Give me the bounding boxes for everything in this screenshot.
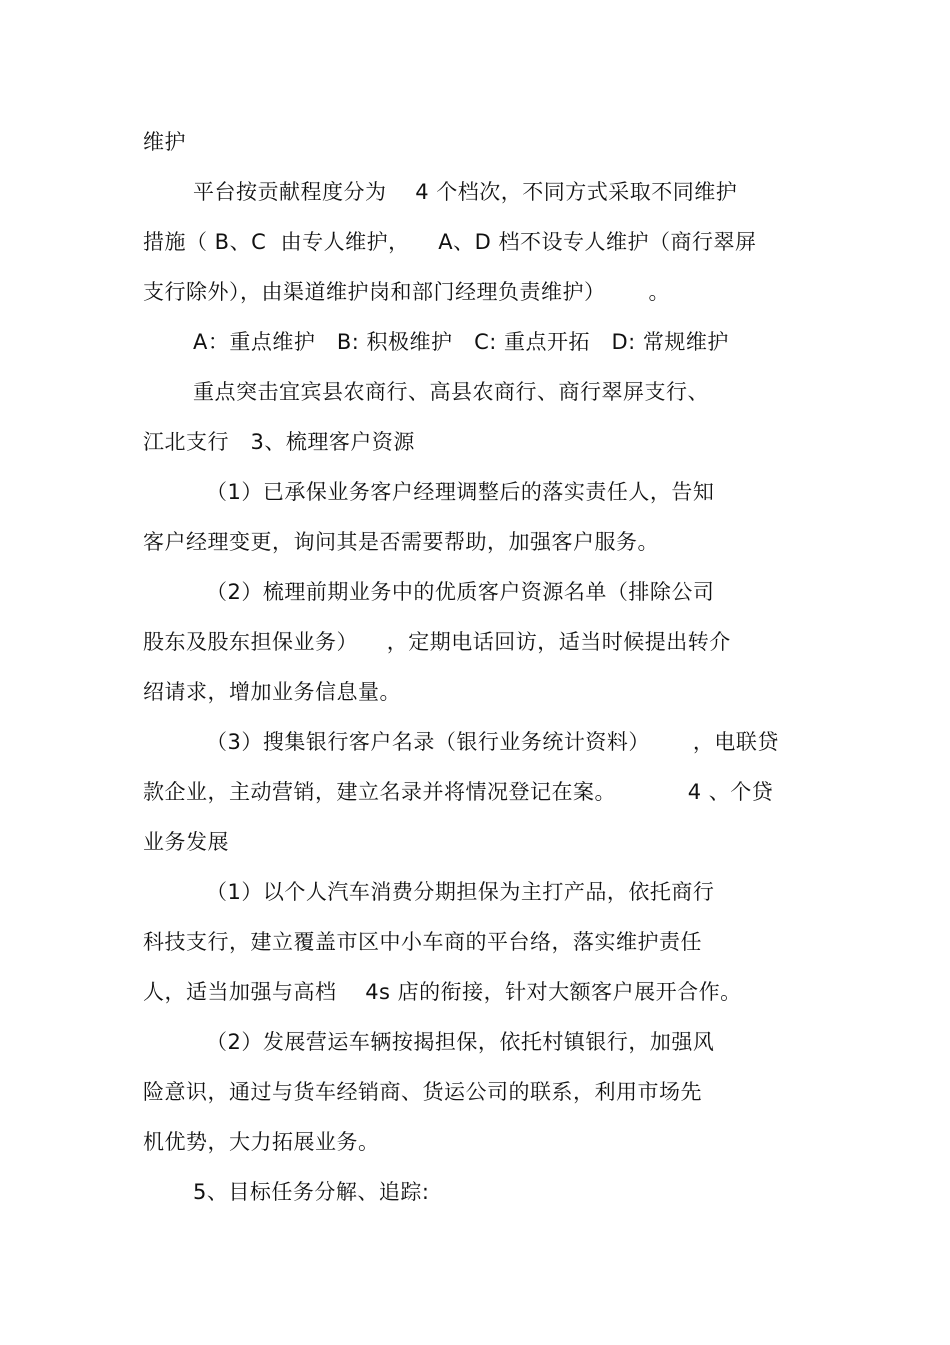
text-line: 险意识，通过与货车经销商、货运公司的联系，利用市场先 [143,1080,702,1104]
text-line: 股东及股东担保业务） ，定期电话回访，适当时候提出转介 [143,630,731,654]
text-line: （1）以个人汽车消费分期担保为主打产品，依托商行 [206,880,715,904]
text-line: A：重点维护 B: 积极维护 C: 重点开拓 D: 常规维护 [193,330,729,354]
text-line: （2）发展营运车辆按揭担保，依托村镇银行，加强风 [206,1030,715,1054]
text-line: 平台按贡献程度分为 4 个档次，不同方式采取不同维护 [193,180,738,204]
text-line: 支行除外），由渠道维护岗和部门经理负责维护） 。 [143,280,671,304]
text-line: 江北支行 3、梳理客户资源 [143,430,415,454]
text-line: 机优势，大力拓展业务。 [143,1130,380,1154]
text-line: （3）搜集银行客户名录（银行业务统计资料） ，电联贷 [206,730,779,754]
text-line: 科技支行，建立覆盖市区中小车商的平台络，落实维护责任 [143,930,702,954]
text-line: 业务发展 [143,830,229,854]
text-line: 重点突击宜宾县农商行、高县农商行、商行翠屏支行、 [193,380,709,404]
text-line: 款企业，主动营销，建立名录并将情况登记在案。 4 、个贷 [143,780,774,804]
text-line: 5、目标任务分解、追踪: [193,1180,430,1204]
text-line: 绍请求，增加业务信息量。 [143,680,401,704]
text-line: 人，适当加强与高档 4s 店的衔接，针对大额客户展开合作。 [143,980,742,1004]
text-line: 维护 [143,130,186,154]
text-line: （1）已承保业务客户经理调整后的落实责任人，告知 [206,480,715,504]
text-line: （2）梳理前期业务中的优质客户资源名单（排除公司 [206,580,715,604]
text-line: 客户经理变更，询问其是否需要帮助，加强客户服务。 [143,530,659,554]
text-line: 措施（ B、C 由专人维护， A、D 档不设专人维护（商行翠屏 [143,230,757,254]
